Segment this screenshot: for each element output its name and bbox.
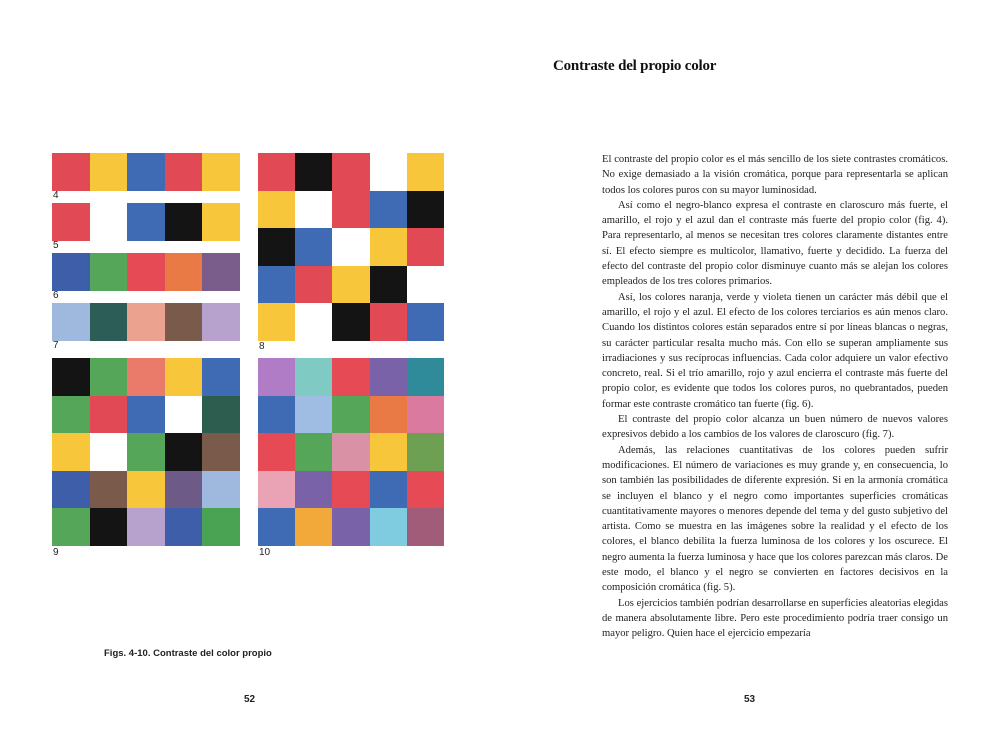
color-cell bbox=[90, 358, 128, 396]
color-cell bbox=[332, 191, 369, 229]
color-cell bbox=[370, 153, 407, 191]
color-cell bbox=[295, 358, 332, 396]
color-cell bbox=[295, 228, 332, 266]
color-swatch bbox=[90, 203, 128, 241]
color-cell bbox=[258, 191, 295, 229]
color-cell bbox=[258, 266, 295, 304]
color-swatch bbox=[52, 203, 90, 241]
color-cell bbox=[332, 303, 369, 341]
figure-4-label: 4 bbox=[53, 190, 59, 201]
color-cell bbox=[332, 358, 369, 396]
color-cell bbox=[370, 396, 407, 434]
color-cell bbox=[370, 303, 407, 341]
color-cell bbox=[332, 266, 369, 304]
color-swatch bbox=[52, 253, 90, 291]
color-cell bbox=[407, 266, 444, 304]
color-cell bbox=[165, 508, 203, 546]
color-cell bbox=[165, 396, 203, 434]
color-cell bbox=[370, 433, 407, 471]
color-cell bbox=[295, 303, 332, 341]
color-cell bbox=[202, 433, 240, 471]
color-swatch bbox=[52, 303, 90, 341]
body-text bbox=[602, 152, 948, 642]
color-swatch bbox=[165, 303, 203, 341]
color-cell bbox=[52, 358, 90, 396]
figure-7-swatch-strip bbox=[52, 303, 240, 341]
color-cell bbox=[332, 508, 369, 546]
color-cell bbox=[407, 303, 444, 341]
color-cell bbox=[258, 508, 295, 546]
color-cell bbox=[258, 471, 295, 509]
color-cell bbox=[407, 358, 444, 396]
color-cell bbox=[127, 396, 165, 434]
color-cell bbox=[370, 228, 407, 266]
color-cell bbox=[127, 471, 165, 509]
color-cell bbox=[332, 396, 369, 434]
color-cell bbox=[295, 471, 332, 509]
color-swatch bbox=[127, 303, 165, 341]
color-cell bbox=[332, 471, 369, 509]
color-cell bbox=[295, 153, 332, 191]
color-swatch bbox=[127, 203, 165, 241]
color-swatch bbox=[165, 153, 203, 191]
figure-6-label: 6 bbox=[53, 290, 59, 301]
color-swatch bbox=[90, 253, 128, 291]
color-cell bbox=[258, 358, 295, 396]
color-cell bbox=[332, 153, 369, 191]
color-cell bbox=[407, 228, 444, 266]
color-swatch bbox=[90, 153, 128, 191]
color-cell bbox=[258, 153, 295, 191]
color-cell bbox=[127, 433, 165, 471]
figure-9-color-grid bbox=[52, 358, 240, 546]
color-cell bbox=[258, 433, 295, 471]
color-swatch bbox=[127, 253, 165, 291]
figure-caption: Figs. 4-10. Contraste del color propio bbox=[104, 648, 272, 659]
paragraph: Además, las relaciones cuantitativas de los colores pueden sufrir modificaciones. El número de variaciones es muy grande y, en consecuencia, lo son también las posibilidades de diferente expresión. Si en la armonía cromática se incluyen el blanco y el negro como importantes superficies cromáticas cuantitativamente mayores o menores depende del tema y del gusto subjetivo del artista. Como se muestra en las imágenes sobre la realidad y el efecto de los colores, el blanco debilita la fuerza luminosa de los colores y los oscurece. El negro aumenta la fuerza luminosa y hace que los colores parezcan más claros. De este modo, el blanco y el negro se convierten en factores decisivos en la composición cromática (fig. 5). bbox=[602, 444, 948, 594]
color-cell bbox=[165, 358, 203, 396]
paragraph: El contraste del propio color es el más sencillo de los siete contrastes cromáticos. No exige demasiado a la visión cromática, porque para representarla se aplican todos los colores puros con su mayor luminosidad. bbox=[602, 154, 948, 196]
color-swatch bbox=[202, 303, 240, 341]
color-cell bbox=[202, 396, 240, 434]
color-swatch bbox=[52, 153, 90, 191]
color-cell bbox=[370, 471, 407, 509]
left-page-number: 52 bbox=[244, 694, 256, 705]
color-cell bbox=[370, 266, 407, 304]
color-cell bbox=[295, 508, 332, 546]
swatch-row bbox=[52, 203, 240, 241]
figure-6-swatch-strip bbox=[52, 253, 240, 291]
paragraph: Así, los colores naranja, verde y violeta tienen un carácter más débil que el amarillo, el rojo y el azul. El efecto de los colores terciarios es aún menos claro. Cuando los distintos colores están separados entre sí por líneas blancas o negras, su carácter particular resalta mucho más. Con ello se superan ampliamente sus irradiaciones y sus recíprocas influencias. Cada color adquiere un valor efectivo concreto, real. Si el trío amarillo, rojo y azul encierra el contraste más fuerte del propio color, es evidente que todos los colores puros, no quebrantados, pueden formar este contraste cromático tan fuerte (fig. 6). bbox=[602, 291, 948, 410]
paragraph: El contraste del propio color alcanza un buen número de nuevos valores expresivos debido a los cambios de los valores de claroscuro (fig. 7). bbox=[602, 414, 948, 441]
color-cell bbox=[407, 191, 444, 229]
section-title: Contraste del propio color bbox=[553, 58, 717, 74]
color-cell bbox=[407, 508, 444, 546]
figure-10-label: 10 bbox=[259, 547, 271, 558]
color-cell bbox=[295, 433, 332, 471]
color-swatch bbox=[202, 153, 240, 191]
color-cell bbox=[165, 433, 203, 471]
figure-8-label: 8 bbox=[259, 341, 265, 352]
color-cell bbox=[52, 471, 90, 509]
color-cell bbox=[370, 508, 407, 546]
color-cell bbox=[295, 266, 332, 304]
color-cell bbox=[90, 396, 128, 434]
figure-5-label: 5 bbox=[53, 240, 59, 251]
swatch-row bbox=[52, 153, 240, 191]
color-cell bbox=[127, 358, 165, 396]
color-cell bbox=[90, 471, 128, 509]
swatch-row bbox=[52, 303, 240, 341]
color-cell bbox=[370, 191, 407, 229]
figure-8-color-grid bbox=[258, 153, 444, 341]
color-cell bbox=[258, 396, 295, 434]
color-cell bbox=[258, 228, 295, 266]
color-cell bbox=[90, 433, 128, 471]
figure-9-label: 9 bbox=[53, 547, 59, 558]
color-swatch bbox=[202, 203, 240, 241]
color-swatch bbox=[127, 153, 165, 191]
figure-4-swatch-strip bbox=[52, 153, 240, 191]
color-cell bbox=[202, 471, 240, 509]
color-cell bbox=[165, 471, 203, 509]
figure-5-swatch-strip bbox=[52, 203, 240, 241]
figure-7-label: 7 bbox=[53, 340, 59, 351]
right-page-number: 53 bbox=[744, 694, 756, 705]
color-cell bbox=[407, 396, 444, 434]
swatch-row bbox=[52, 253, 240, 291]
color-cell bbox=[332, 433, 369, 471]
color-cell bbox=[295, 191, 332, 229]
color-cell bbox=[202, 358, 240, 396]
color-swatch bbox=[165, 203, 203, 241]
color-swatch bbox=[165, 253, 203, 291]
color-cell bbox=[370, 358, 407, 396]
color-cell bbox=[295, 396, 332, 434]
color-cell bbox=[407, 471, 444, 509]
color-cell bbox=[332, 228, 369, 266]
color-cell bbox=[52, 396, 90, 434]
color-cell bbox=[407, 153, 444, 191]
color-cell bbox=[407, 433, 444, 471]
color-cell bbox=[258, 303, 295, 341]
figure-10-color-grid bbox=[258, 358, 444, 546]
color-swatch bbox=[90, 303, 128, 341]
color-cell bbox=[127, 508, 165, 546]
color-cell bbox=[52, 508, 90, 546]
paragraph: Los ejercicios también podrían desarrollarse en superficies aleatorias elegidas de manera absolutamente libre. Pero este procedimiento podría traer consigo un mayor peligro. Quien hace el ejercicio empezaría bbox=[602, 597, 948, 640]
paragraph: Así como el negro-blanco expresa el contraste en claroscuro más fuerte, el amarillo, el rojo y el azul dan el contraste más fuerte del propio color (fig. 4). Para representarlo, al menos se necesitan tres colores claramente distantes entre sí. El efecto siempre es multicolor, llamativo, fuerte y decidido. La fuerza del efecto del contraste del propio color disminuye cuanto más se alejan los colores empleados de los tres colores primarios. bbox=[602, 199, 948, 288]
color-cell bbox=[52, 433, 90, 471]
color-cell bbox=[90, 508, 128, 546]
color-swatch bbox=[202, 253, 240, 291]
color-cell bbox=[202, 508, 240, 546]
